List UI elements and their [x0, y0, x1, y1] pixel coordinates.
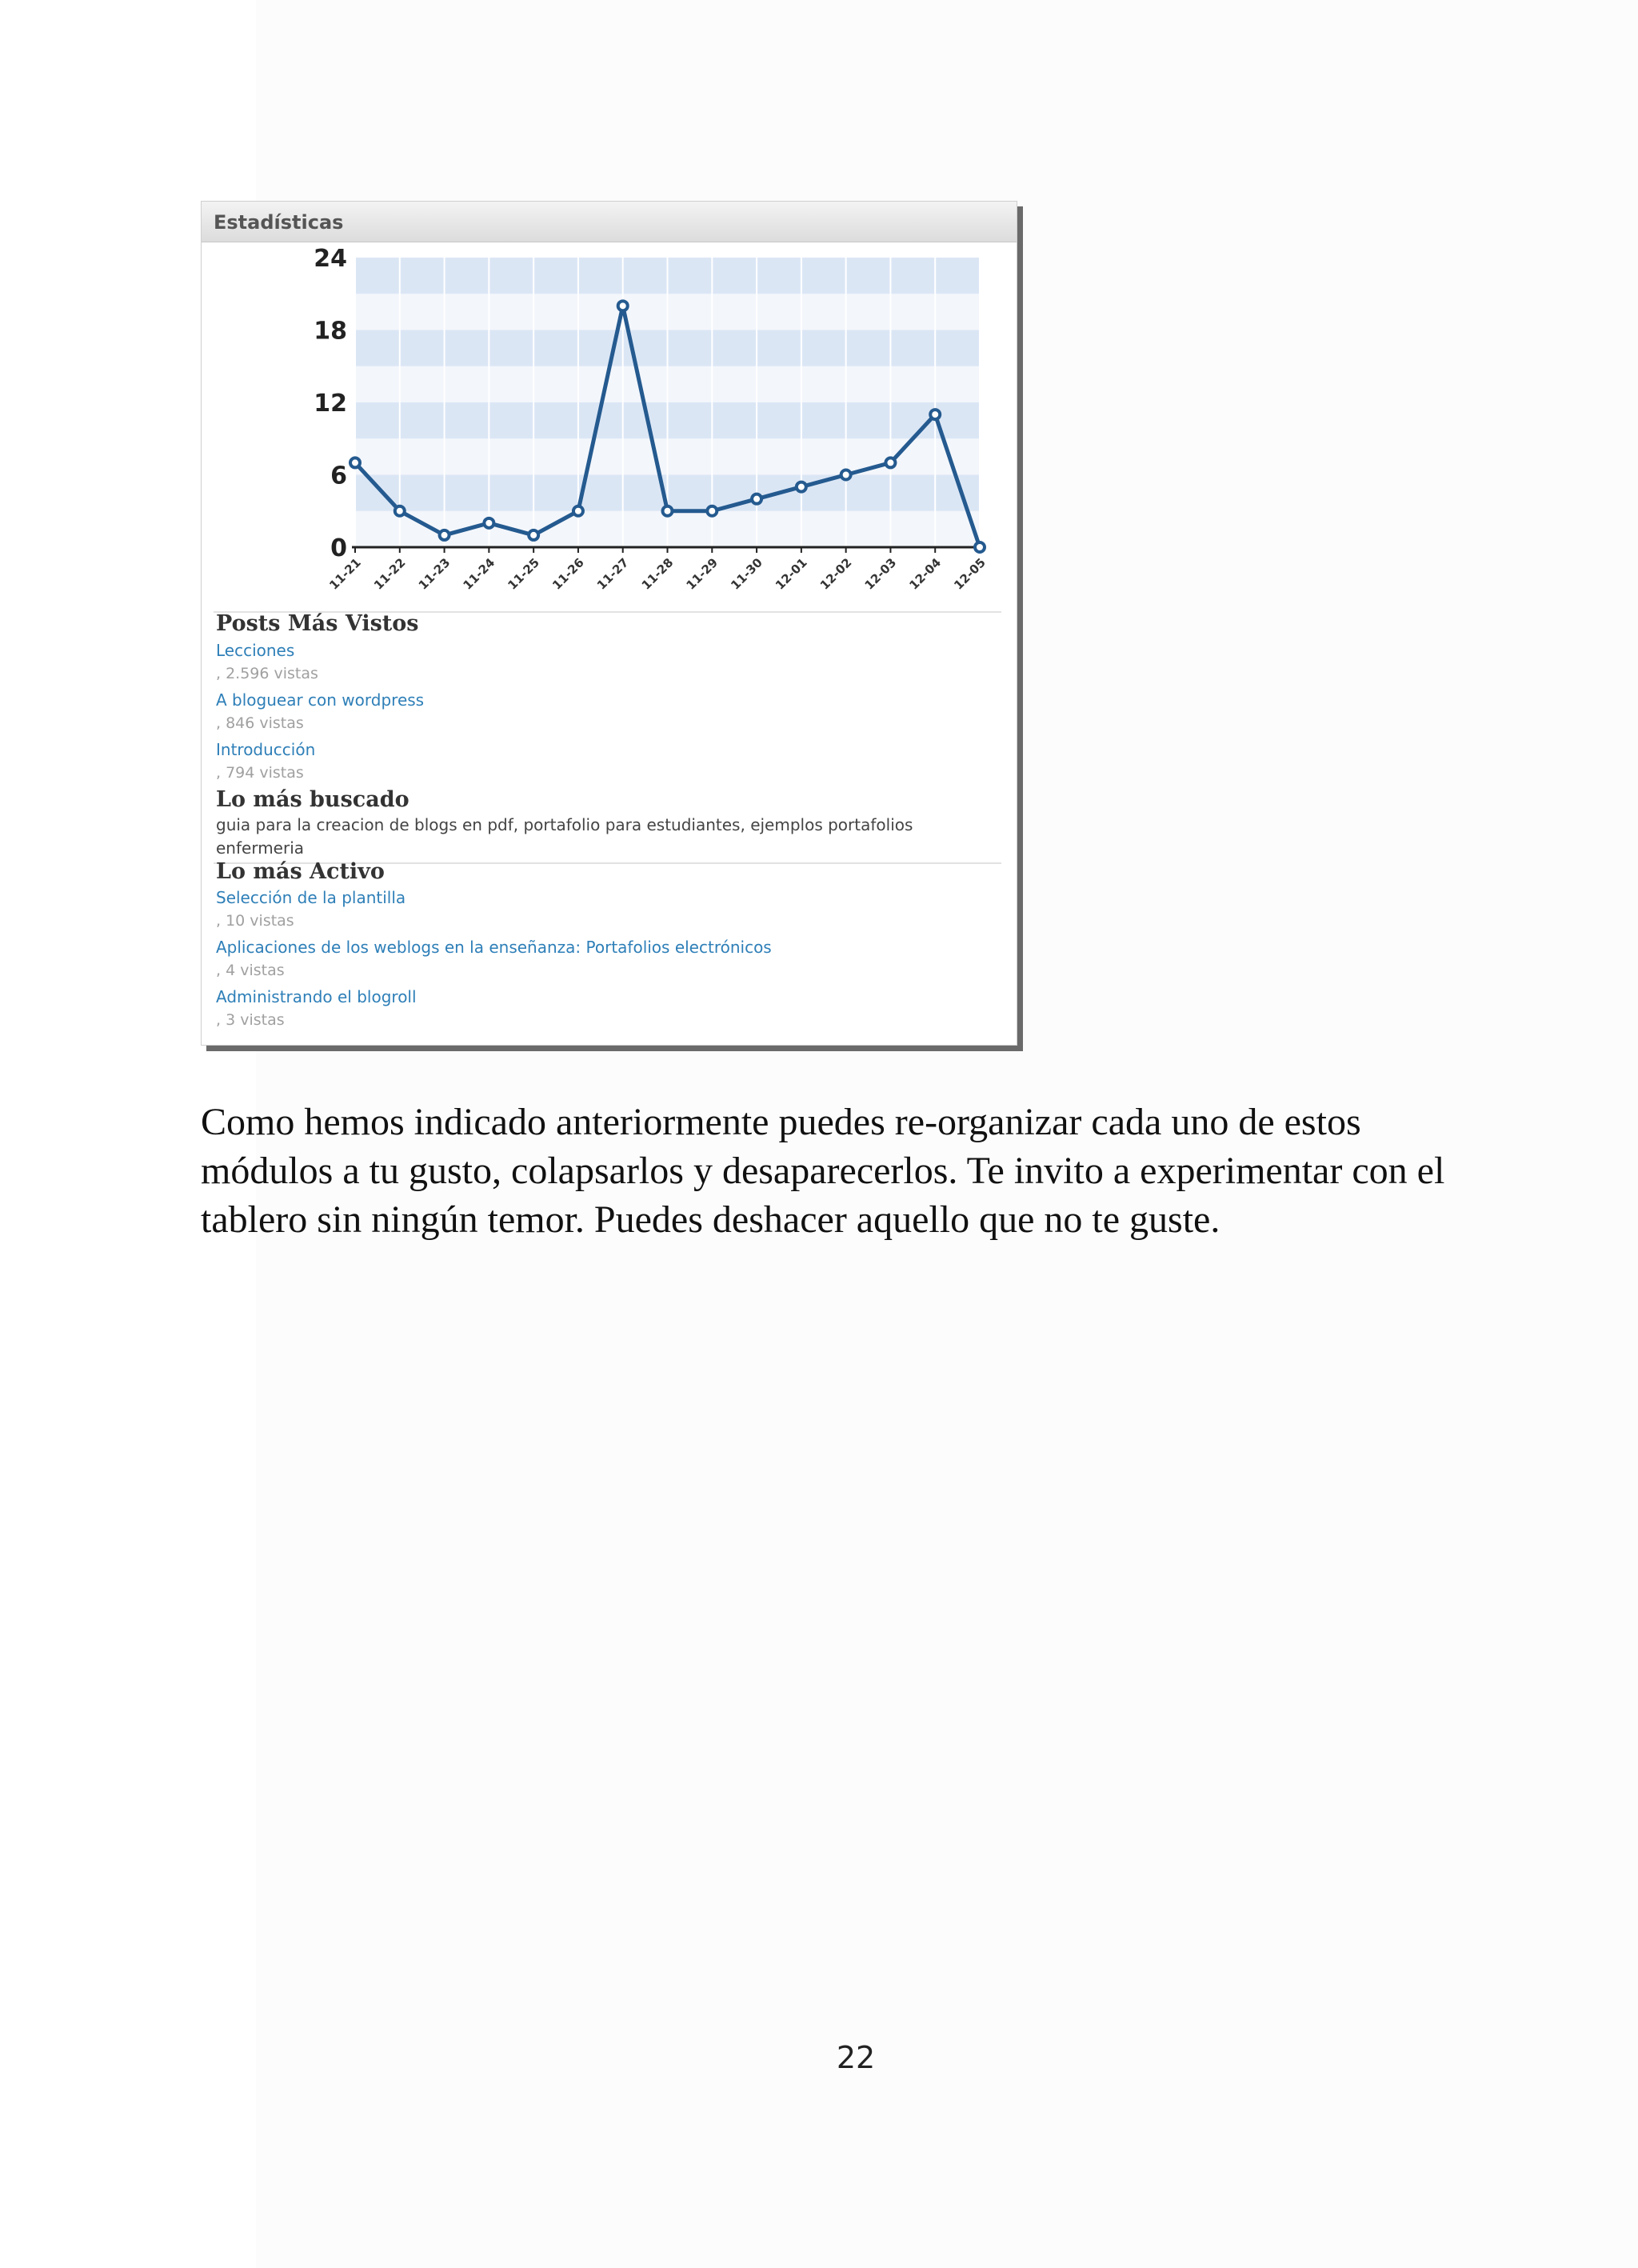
y-tick-label: 12	[314, 390, 347, 418]
data-point	[618, 301, 628, 310]
data-point	[707, 506, 717, 516]
data-point	[440, 530, 449, 540]
y-tick-label: 0	[330, 534, 347, 562]
active-post-views-3: , 3 vistas	[216, 1011, 285, 1029]
x-tick-label: 11-24	[460, 555, 498, 593]
x-tick-label: 12-03	[861, 555, 900, 593]
data-point	[752, 494, 761, 504]
top-post-link-3[interactable]: Introducción	[216, 740, 316, 759]
y-tick-label: 24	[314, 245, 347, 273]
x-tick-label: 12-02	[817, 555, 855, 593]
most-searched-terms: guia para la creacion de blogs en pdf, portafolio para estudiantes, ejemplos portafolios enfermeria	[216, 815, 913, 858]
top-post-link-1[interactable]: Lecciones	[216, 641, 295, 660]
data-point	[797, 482, 806, 492]
active-post-link-2[interactable]: Aplicaciones de los weblogs en la enseñanza: Portafolios electrónicos	[216, 938, 772, 957]
top-posts-heading: Posts Más Vistos	[216, 611, 419, 636]
x-tick-label: 11-28	[638, 555, 677, 593]
x-tick-label: 11-30	[728, 555, 765, 593]
active-post-views-2: , 4 vistas	[216, 962, 285, 979]
x-tick-label: 11-29	[683, 555, 721, 593]
x-tick-label: 12-04	[906, 555, 945, 593]
most-searched-heading: Lo más buscado	[216, 787, 410, 812]
data-point	[975, 542, 985, 552]
data-point	[930, 410, 940, 419]
data-point	[395, 506, 405, 516]
active-post-link-3[interactable]: Administrando el blogroll	[216, 987, 417, 1006]
y-tick-label: 18	[314, 317, 347, 346]
stats-widget	[201, 201, 1017, 1046]
views-line-chart	[202, 202, 1017, 618]
widget-title: Estadísticas	[214, 211, 344, 234]
data-point	[573, 506, 583, 516]
active-post-link-1[interactable]: Selección de la plantilla	[216, 888, 406, 907]
top-post-link-2[interactable]: A bloguear con wordpress	[216, 690, 425, 710]
most-active-heading: Lo más Activo	[216, 859, 385, 884]
data-point	[484, 518, 493, 528]
x-tick-label: 11-27	[593, 555, 632, 593]
top-post-views-2: , 846 vistas	[216, 714, 304, 732]
x-tick-label: 12-01	[773, 555, 810, 593]
data-point	[529, 530, 538, 540]
data-point	[885, 458, 895, 467]
data-point	[663, 506, 673, 516]
x-tick-label: 11-22	[370, 555, 409, 593]
active-post-views-1: , 10 vistas	[216, 912, 294, 930]
x-tick-label: 11-23	[415, 555, 453, 593]
x-tick-label: 11-25	[505, 555, 542, 593]
x-tick-label: 11-21	[326, 555, 364, 593]
data-point	[350, 458, 360, 467]
x-tick-label: 11-26	[549, 555, 587, 593]
top-post-views-1: , 2.596 vistas	[216, 665, 318, 682]
body-paragraph: Como hemos indicado anteriormente puedes re-organizar cada uno de estos módulos a tu gusto, colapsarlos y desaparecerlos. Te invito a experimentar con el tablero sin ningún temor. Puedes deshacer aquello que no te guste.	[201, 1101, 1445, 1241]
y-tick-label: 6	[330, 462, 347, 490]
page-number: 22	[836, 2040, 876, 2075]
x-tick-label: 12-05	[951, 555, 989, 593]
top-post-views-3: , 794 vistas	[216, 764, 304, 782]
data-point	[841, 470, 851, 480]
